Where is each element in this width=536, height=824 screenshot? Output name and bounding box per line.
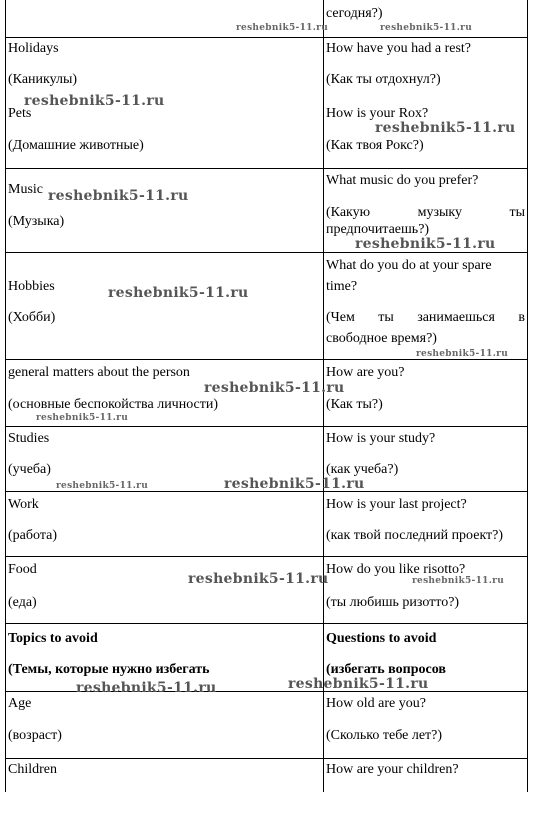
watermark: reshebnik5-11.ru	[56, 481, 149, 491]
topic-food-ru: (еда)	[8, 595, 37, 610]
watermark: reshebnik5-11.ru	[380, 23, 473, 33]
question-text-ru: (Как ты отдохнул?)	[326, 72, 441, 87]
word: в	[518, 310, 525, 325]
watermark: reshebnik5-11.ru	[288, 676, 429, 692]
word: ты	[509, 205, 525, 220]
question-text: time?	[326, 279, 358, 294]
watermark: reshebnik5-11.ru	[412, 576, 505, 586]
question-text-ru: (Сколько тебе лет?)	[326, 728, 443, 743]
topic-age: Age	[8, 696, 32, 711]
topics-to-avoid-heading: Topics to avoid	[8, 631, 98, 646]
word: ты	[378, 310, 394, 325]
question-text: How is your last project?	[326, 497, 467, 512]
topic-work-ru: (работа)	[8, 528, 57, 543]
topics-table	[5, 0, 528, 792]
question-text: How are you?	[326, 365, 405, 380]
question-text-ru	[326, 310, 525, 326]
watermark: reshebnik5-11.ru	[236, 23, 329, 33]
topic-studies-ru: (учеба)	[8, 462, 51, 477]
topic-studies: Studies	[8, 431, 50, 446]
question-text: How is your study?	[326, 431, 436, 446]
question-text: How old are you?	[326, 696, 426, 711]
question-text-ru: предпочитаешь?)	[326, 222, 430, 237]
column-divider	[323, 0, 324, 792]
topic-work: Work	[8, 497, 39, 512]
question-text-ru: (Как твоя Рокс?)	[326, 138, 424, 153]
question-text: What music do you prefer?	[326, 173, 479, 188]
watermark: reshebnik5-11.ru	[355, 236, 496, 252]
watermark: reshebnik5-11.ru	[375, 120, 516, 136]
topic-holidays-ru: (Каникулы)	[8, 72, 78, 87]
watermark: reshebnik5-11.ru	[108, 285, 249, 301]
question-text: What do you do at your spare	[326, 258, 492, 273]
topic-general-ru: (основные беспокойства личности)	[8, 397, 219, 412]
watermark: reshebnik5-11.ru	[36, 413, 129, 423]
questions-to-avoid-heading-ru: (избегать вопросов	[326, 662, 446, 677]
topic-pets: Pets	[8, 106, 32, 121]
topic-age-ru: (возраст)	[8, 728, 62, 743]
question-text-ru: (ты любишь ризотто?)	[326, 595, 460, 610]
questions-to-avoid-heading: Questions to avoid	[326, 631, 437, 646]
topic-children: Children	[8, 762, 57, 777]
word: (Чем	[326, 310, 355, 325]
watermark: reshebnik5-11.ru	[76, 680, 217, 696]
topic-food: Food	[8, 562, 37, 577]
watermark: reshebnik5-11.ru	[48, 188, 189, 204]
question-text-ru	[326, 205, 525, 221]
table-row	[6, 692, 527, 759]
cell-text: сегодня?)	[326, 6, 383, 21]
topic-pets-ru: (Домашние животные)	[8, 138, 144, 153]
topic-holidays: Holidays	[8, 41, 59, 56]
question-text: How are your children?	[326, 762, 459, 777]
topic-hobbies: Hobbies	[8, 279, 55, 294]
question-text-ru: (как твой последний проект?)	[326, 528, 504, 543]
question-text: How have you had a rest?	[326, 41, 472, 56]
word: занимаешься	[417, 310, 495, 325]
word: музыку	[417, 205, 462, 220]
question-text-ru: (Как ты?)	[326, 397, 383, 412]
word: (Какую	[326, 205, 371, 220]
question-text: How is your Rox?	[326, 106, 429, 121]
watermark: reshebnik5-11.ru	[204, 380, 345, 396]
question-text-ru: (как учеба?)	[326, 462, 399, 477]
topic-music-ru: (Музыка)	[8, 214, 65, 229]
topic-general: general matters about the person	[8, 365, 190, 380]
watermark: reshebnik5-11.ru	[416, 349, 509, 359]
question-text: How do you like risotto?	[326, 562, 466, 577]
question-text-ru: свободное время?)	[326, 331, 437, 346]
watermark: reshebnik5-11.ru	[24, 93, 165, 109]
topic-hobbies-ru: (Хобби)	[8, 310, 56, 325]
watermark: reshebnik5-11.ru	[224, 476, 365, 492]
watermark: reshebnik5-11.ru	[188, 571, 329, 587]
topic-music: Music	[8, 182, 43, 197]
topics-to-avoid-heading-ru: (Темы, которые нужно избегать	[8, 662, 210, 677]
